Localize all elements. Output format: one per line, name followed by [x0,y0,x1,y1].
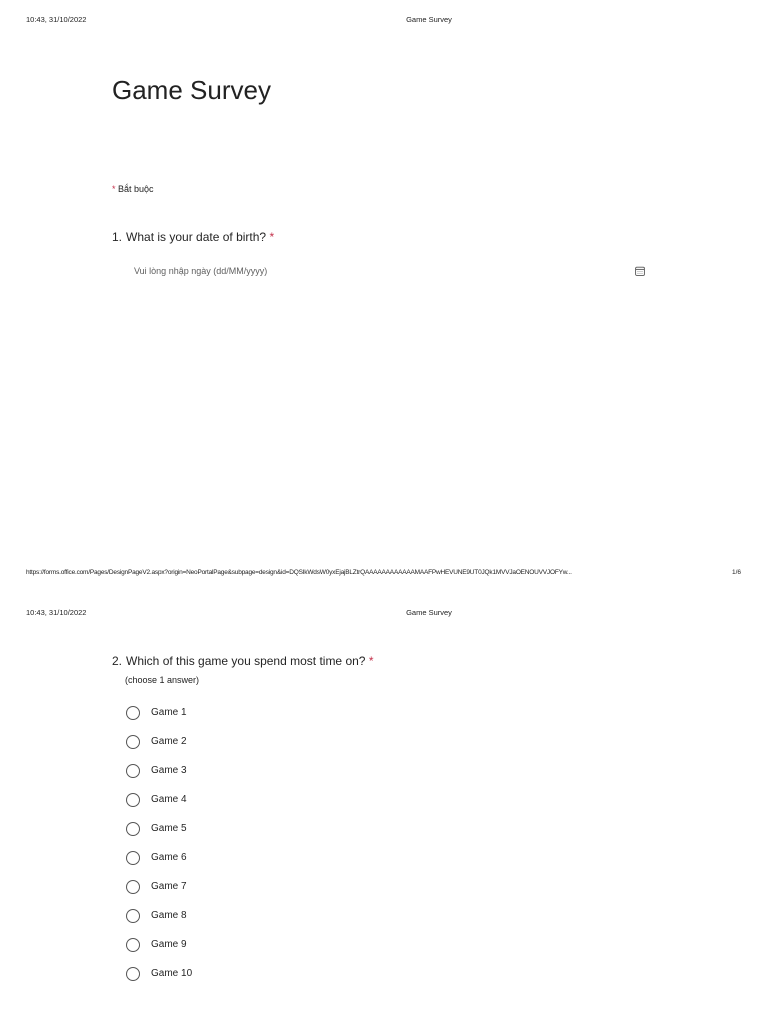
radio-button[interactable] [126,735,140,749]
radio-button[interactable] [126,706,140,720]
option-label: Game 8 [151,910,187,921]
option-label: Game 7 [151,881,187,892]
radio-button[interactable] [126,880,140,894]
radio-button[interactable] [126,851,140,865]
print-timestamp: 10:43, 31/10/2022 [26,608,87,617]
option-label: Game 5 [151,823,187,834]
required-star: * [269,230,275,244]
option-label: Game 9 [151,939,187,950]
print-header-page-2 [0,608,768,620]
print-url: https://forms.office.com/Pages/DesignPageV2.aspx?origin=NeoPortalPage&subpage=design&id=DQSIkWdsW0yxEjajBLZtrQAAAAAAAAAAAAMAAFPwHEVUNE9UT0JQk1MVVJaOENOUVVJOFYw... [26,569,572,576]
calendar-icon[interactable] [635,266,645,276]
required-note [112,184,154,194]
radio-option-game-3[interactable] [126,764,326,782]
question-text: Which of this game you spend most time on? [126,654,366,668]
radio-button[interactable] [126,909,140,923]
question-number: 1. [112,230,123,244]
question-text: What is your date of birth? [126,230,267,244]
print-timestamp: 10:43, 31/10/2022 [26,15,87,24]
question-1-title [112,230,274,244]
option-label: Game 1 [151,707,187,718]
radio-option-game-1[interactable] [126,706,326,724]
required-label: Bắt buộc [118,184,154,194]
radio-button[interactable] [126,764,140,778]
print-footer-page-1 [0,569,768,581]
print-title: Game Survey [406,608,452,617]
radio-option-game-8[interactable] [126,909,326,927]
date-of-birth-input[interactable] [126,262,650,280]
radio-option-game-4[interactable] [126,793,326,811]
required-star: * [112,184,116,194]
option-label: Game 6 [151,852,187,863]
question-2-title [112,654,373,668]
question-number: 2. [112,654,123,668]
radio-option-game-10[interactable] [126,967,326,985]
radio-option-game-9[interactable] [126,938,326,956]
radio-button[interactable] [126,822,140,836]
option-label: Game 2 [151,736,187,747]
question-2-subnote: (choose 1 answer) [125,675,200,685]
option-label: Game 10 [151,968,193,979]
radio-button[interactable] [126,938,140,952]
radio-option-game-2[interactable] [126,735,326,753]
print-title: Game Survey [406,15,452,24]
radio-button[interactable] [126,967,140,981]
print-page-number: 1/6 [732,569,742,576]
radio-option-game-7[interactable] [126,880,326,898]
print-header-page-1 [0,15,768,27]
form-title: Game Survey [112,75,271,105]
option-label: Game 3 [151,765,187,776]
required-star: * [368,654,374,668]
option-label: Game 4 [151,794,187,805]
radio-option-game-5[interactable] [126,822,326,840]
radio-button[interactable] [126,793,140,807]
radio-option-game-6[interactable] [126,851,326,869]
